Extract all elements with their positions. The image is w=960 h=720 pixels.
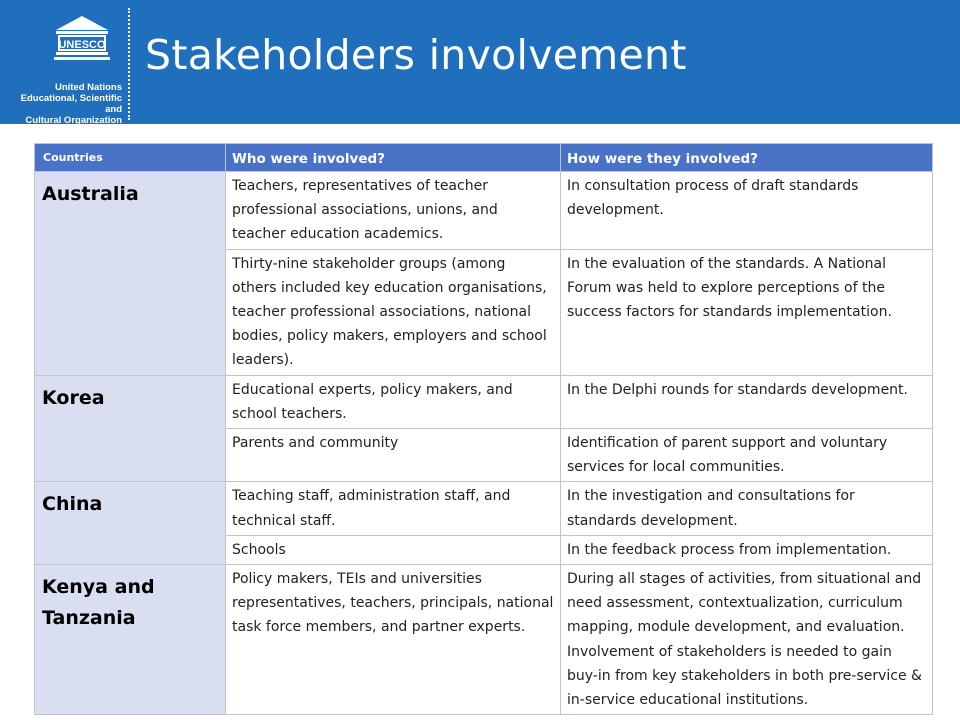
country-cell-kenya-tanzania: Kenya and Tanzania [35,565,226,715]
country-cell-australia: Australia [35,172,226,376]
how-cell: In the Delphi rounds for standards development. [561,375,933,428]
how-cell: In the investigation and consultations for standards development. [561,482,933,535]
who-cell: Thirty-nine stakeholder groups (among others included key education organisations, teacher professional associations, national bodies, policy makers, employers and school leaders). [226,249,561,375]
how-cell [561,565,933,715]
how-cell: In consultation process of draft standards development. [561,172,933,250]
how-text: During all stages of activities, from situational and need assessment, contextualization, curriculum mapping, module development, and evaluation. [567,571,922,636]
logo-org-line: United Nations [54,82,122,93]
stakeholders-table [34,143,933,715]
slide-header [0,0,960,124]
unesco-logo [8,10,123,126]
who-cell: Policy makers, TEIs and universities representatives, teachers, principals, national task force members, and partner experts. [226,565,561,715]
who-cell: Schools [226,535,561,564]
who-cell: Educational experts, policy makers, and school teachers. [226,375,561,428]
table-row [35,172,933,250]
header-divider [128,8,130,120]
how-cell: In the evaluation of the standards. A National Forum was held to explore perceptions of the success factors for standards implementation. [561,249,933,375]
table-row [35,482,933,535]
page-title: Stakeholders involvement [145,31,687,79]
country-cell-korea: Korea [35,375,226,482]
who-cell: Teaching staff, administration staff, and technical staff. [226,482,561,535]
who-cell: Parents and community [226,429,561,482]
who-cell: Teachers, representatives of teacher professional associations, unions, and teacher education academics. [226,172,561,250]
logo-org-line: Cultural Organization [25,115,122,126]
country-cell-china: China [35,482,226,565]
logo-org-name [8,82,122,126]
how-cell: Identification of parent support and voluntary services for local communities. [561,429,933,482]
column-header-countries: Countries [35,144,226,172]
table-header-row [35,144,933,172]
logo-org-line: Educational, Scientific and [20,93,122,115]
column-header-how: How were they involved? [561,144,933,172]
temple-icon [52,14,112,76]
table-row [35,375,933,428]
how-cell: In the feedback process from implementation. [561,535,933,564]
column-header-who: Who were involved? [226,144,561,172]
logo-wordmark: UNESCO [58,39,106,51]
table-row [35,565,933,715]
how-text-extra: Involvement of stakeholders is needed to gain buy-in from key stakeholders in both pre-service & in-service educational institutions. [567,643,922,709]
